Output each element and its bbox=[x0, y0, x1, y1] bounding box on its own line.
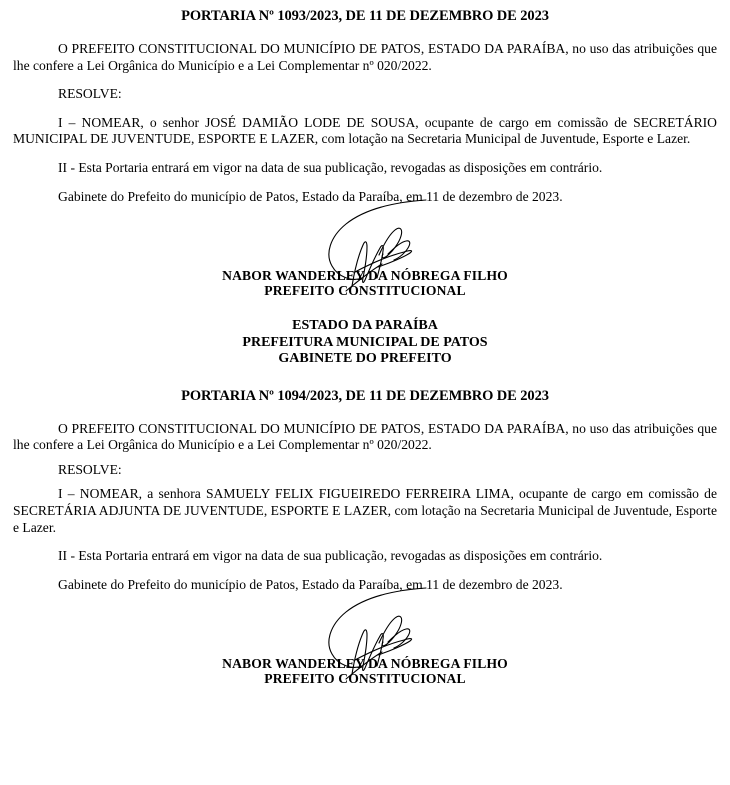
portaria-2-article-2: II - Esta Portaria entrará em vigor na data de sua publicação, revogadas as disposições em contrário. bbox=[58, 548, 603, 564]
portaria-1-signature-block bbox=[13, 268, 717, 298]
org-header-line-1: ESTADO DA PARAÍBA bbox=[292, 318, 438, 334]
portaria-1-signature-role: PREFEITO CONSTITUCIONAL bbox=[264, 283, 466, 299]
portaria-1-article-1: I – NOMEAR, o senhor JOSÉ DAMIÃO LODE DE SOUSA, ocupante de cargo em comissão de SECRETÁRIO MUNICIPAL DE JUVENTUDE, ESPORTE E LAZER, com lotação na Secretaria Municipal de Juventude, Esporte e Lazer. bbox=[13, 114, 717, 147]
portaria-1-title: PORTARIA Nº 1093/2023, DE 11 DE DEZEMBRO DE 2023 bbox=[181, 8, 549, 24]
portaria-1-article-2: II - Esta Portaria entrará em vigor na data de sua publicação, revogadas as disposições em contrário. bbox=[58, 159, 603, 175]
portaria-2-article-1: I – NOMEAR, a senhora SAMUELY FELIX FIGUEIREDO FERREIRA LIMA, ocupante de cargo em comissão de SECRETÁRIA ADJUNTA DE JUVENTUDE, ESPORTE E LAZER, com lotação na Secretaria Municipal de Juventude, Esporte e Lazer. bbox=[13, 486, 717, 535]
portaria-1-signature-name: NABOR WANDERLEY DA NÓBREGA FILHO bbox=[222, 268, 508, 284]
top-spacer bbox=[13, 0, 717, 8]
portaria-1-resolve-label: RESOLVE: bbox=[58, 86, 122, 102]
portaria-2-signature-name: NABOR WANDERLEY DA NÓBREGA FILHO bbox=[222, 656, 508, 672]
portaria-2-section bbox=[13, 388, 717, 687]
org-header-line-2: PREFEITURA MUNICIPAL DE PATOS bbox=[242, 334, 488, 350]
org-header-line-3: GABINETE DO PREFEITO bbox=[278, 351, 452, 367]
portaria-2-signature-block bbox=[13, 656, 717, 686]
portaria-2-signature-role: PREFEITO CONSTITUCIONAL bbox=[264, 671, 466, 687]
portaria-2-preamble: O PREFEITO CONSTITUCIONAL DO MUNICÍPIO DE PATOS, ESTADO DA PARAÍBA, no uso das atribuições que lhe confere a Lei Orgânica do Município e a Lei Complementar nº 020/2022. bbox=[13, 420, 717, 453]
portaria-2-title: PORTARIA Nº 1094/2023, DE 11 DE DEZEMBRO DE 2023 bbox=[181, 387, 549, 404]
portaria-2-closing: Gabinete do Prefeito do município de Patos, Estado da Paraíba, em 11 de dezembro de 2023. bbox=[58, 576, 563, 592]
portaria-1-preamble: O PREFEITO CONSTITUCIONAL DO MUNICÍPIO DE PATOS, ESTADO DA PARAÍBA, no uso das atribuições que lhe confere a Lei Orgânica do Município e a Lei Complementar nº 020/2022. bbox=[13, 41, 717, 73]
organization-header bbox=[13, 318, 717, 368]
portaria-1-section bbox=[13, 8, 717, 298]
portaria-2-resolve-label: RESOLVE: bbox=[58, 461, 122, 477]
portaria-1-closing: Gabinete do Prefeito do município de Patos, Estado da Paraíba, em 11 de dezembro de 2023. bbox=[58, 188, 563, 204]
